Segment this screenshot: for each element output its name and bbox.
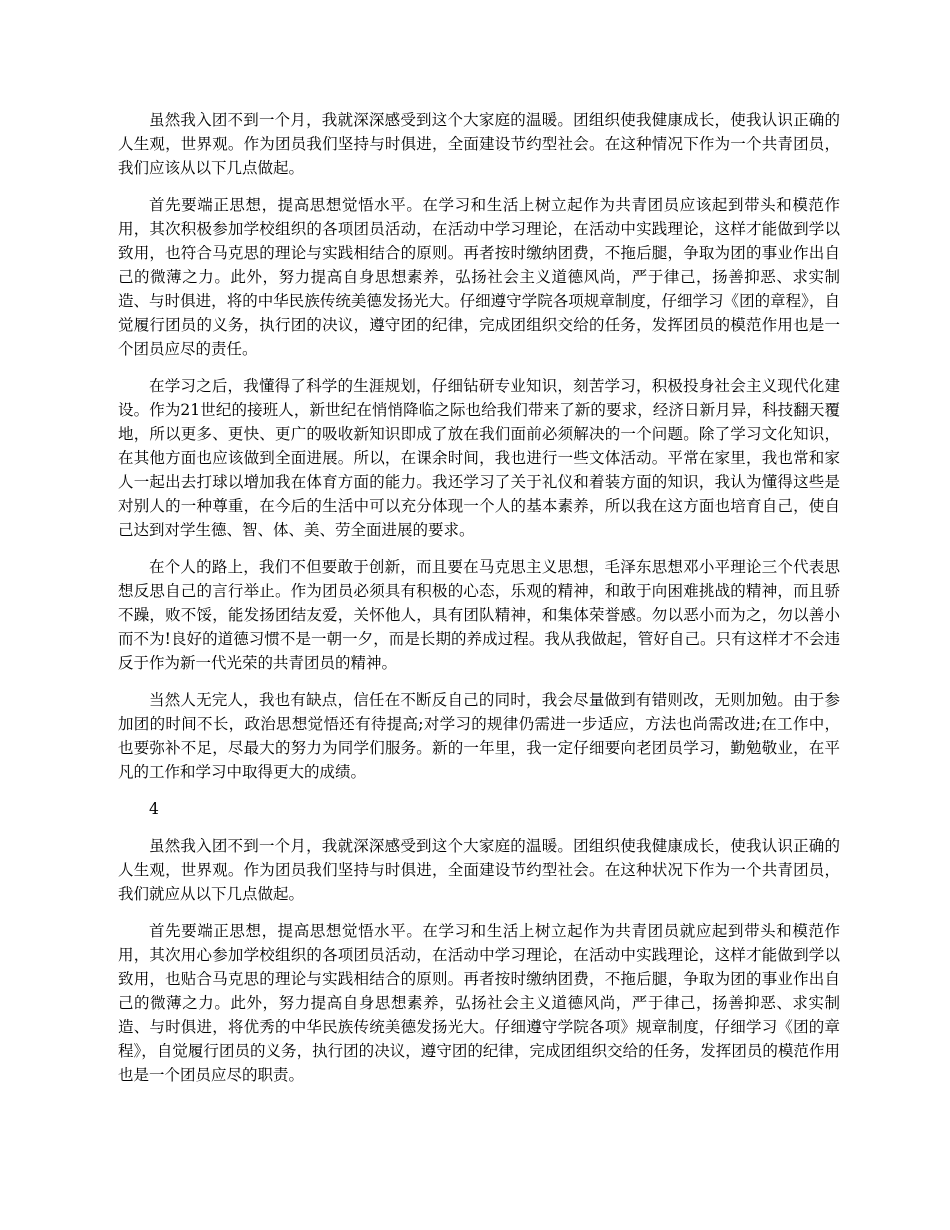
- section-number: 4: [149, 800, 159, 818]
- paragraph-study: 在学习之后，我懂得了科学的生涯规划，仔细钻研专业知识，刻苦学习，积极投身社会主义现代化建设。作为21世纪的接班人，新世纪在悄悄降临之际也给我们带来了新的要求，经济日新月异，科技翻天覆地，所以更多、更快、更广的吸收新知识即成了放在我们面前必须解决的一个问题。除了学习文化知识，在其他方面也应该做到全面进展。所以，在课余时间，我也进行一些文体活动。平常在家里，我也常和家人一起出去打球以增加我在体育方面的能力。我还学习了关于礼仪和着装方面的知识，我认为懂得这些是对别人的一种尊重，在今后的生活中可以充分体现一个人的基本素养，所以我在这方面也培育自己，使自己达到对学生德、智、体、美、劳全面进展的要求。: [118, 377, 840, 539]
- paragraph-personal-path: 在个人的路上，我们不但要敢于创新，而且要在马克思主义思想，毛泽东思想邓小平理论三个代表思想反思自己的言行举止。作为团员必须具有积极的心态，乐观的精神，和敢于向困难挑战的精神，而且骄不躁，败不馁，能发扬团结友爱，关怀他人，具有团队精神，和集体荣誉感。勿以恶小而为之，勿以善小而不为!良好的道德习惯不是一朝一夕，而是长期的养成过程。我从我做起，管好自己。只有这样才不会违反于作为新一代光荣的共青团员的精神。: [118, 558, 840, 672]
- paragraph-intro-repeat: 虽然我入团不到一个月，我就深深感受到这个大家庭的温暖。团组织使我健康成长，使我认识正确的人生观，世界观。作为团员我们坚持与时俱进，全面建设节约型社会。在这种状况下作为一个共青团员，我们就应从以下几点做起。: [118, 837, 840, 903]
- paragraph-thinking-repeat: 首先要端正思想，提高思想觉悟水平。在学习和生活上树立起作为共青团员就应起到带头和模范作用，其次用心参加学校组织的各项团员活动，在活动中学习理论，在活动中实践理论，这样才能做到学以致用，也贴合马克思的理论与实践相结合的原则。再者按时缴纳团费，不拖后腿，争取为团的事业作出自己的微薄之力。此外，努力提高自身思想素养，弘扬社会主义道德风尚，严于律己，扬善抑恶、求实制造、与时俱进，将优秀的中华民族传统美德发扬光大。仔细遵守学院各项》规章制度，仔细学习《团的章程》，自觉履行团员的义务，执行团的决议，遵守团的纪律，完成团组织交给的任务，发挥团员的模范作用也是一个团员应尽的职责。: [118, 922, 840, 1084]
- document-page: [118, 108, 840, 1100]
- paragraph-thinking: 首先要端正思想，提高思想觉悟水平。在学习和生活上树立起作为共青团员应该起到带头和模范作用，其次积极参加学校组织的各项团员活动，在活动中学习理论，在活动中实践理论，这样才能做到学以致用，也符合马克思的理论与实践相结合的原则。再者按时缴纳团费，不拖后腿，争取为团的事业作出自己的微薄之力。此外，努力提高自身思想素养，弘扬社会主义道德风尚，严于律己，扬善抑恶、求实制造、与时俱进，将的中华民族传统美德发扬光大。仔细遵守学院各项规章制度，仔细学习《团的章程》，自觉履行团员的义务，执行团的决议，遵守团的纪律，完成团组织交给的任务，发挥团员的模范作用也是一个团员应尽的责任。: [118, 196, 840, 358]
- paragraph-intro: 虽然我入团不到一个月，我就深深感受到这个大家庭的温暖。团组织使我健康成长，使我认识正确的人生观，世界观。作为团员我们坚持与时俱进，全面建设节约型社会。在这种情况下作为一个共青团员，我们应该从以下几点做起。: [118, 111, 840, 177]
- paragraph-shortcomings: 当然人无完人，我也有缺点，信任在不断反自己的同时，我会尽量做到有错则改，无则加勉。由于参加团的时间不长，政治思想觉悟还有待提高;对学习的规律仍需进一步适应，方法也尚需改进;在工作中，也要弥补不足，尽最大的努力为同学们服务。新的一年里，我一定仔细要向老团员学习，勤勉敬业，在平凡的工作和学习中取得更大的成绩。: [118, 691, 840, 781]
